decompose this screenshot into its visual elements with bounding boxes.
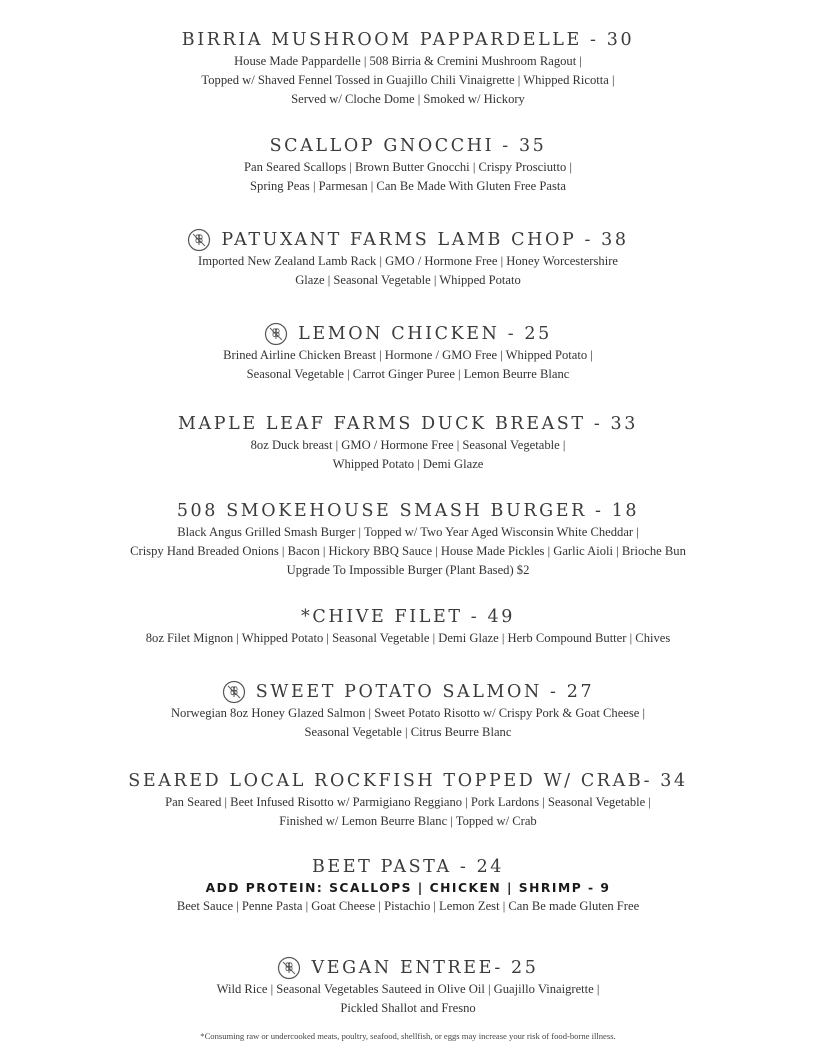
item-title-text: SEARED LOCAL ROCKFISH TOPPED W/ CRAB- 34 xyxy=(128,771,688,791)
gluten-free-icon xyxy=(264,322,288,346)
item-title-text: LEMON CHICKEN - 25 xyxy=(298,324,552,344)
menu-item-lemon-chicken xyxy=(0,322,816,384)
item-desc-line: Served w/ Cloche Dome | Smoked w/ Hickory xyxy=(291,91,525,106)
menu-item-rockfish xyxy=(0,769,816,831)
item-desc-line: Black Angus Grilled Smash Burger | Topped w/ Two Year Aged Wisconsin White Cheddar | xyxy=(177,525,639,539)
item-title xyxy=(0,855,816,879)
item-desc-line: House Made Pappardelle | 508 Birria & Cremini Mushroom Ragout | xyxy=(234,54,582,68)
gluten-free-icon xyxy=(277,956,301,980)
item-desc-line: Pan Seared Scallops | Brown Butter Gnocchi | Crispy Prosciutto | xyxy=(244,160,572,174)
item-title-text: SWEET POTATO SALMON - 27 xyxy=(255,682,595,702)
item-desc-line: 8oz Filet Mignon | Whipped Potato | Seasonal Vegetable | Demi Glaze | Herb Compound Butter | Chives xyxy=(145,631,671,645)
item-desc-line: Norwegian 8oz Honey Glazed Salmon | Sweet Potato Risotto w/ Crispy Pork & Goat Cheese | xyxy=(170,706,646,720)
item-desc-line: Topped w/ Shaved Fennel Tossed in Guajillo Chili Vinaigrette | Whipped Ricotta | xyxy=(201,72,615,87)
menu-item-chive-filet xyxy=(0,605,816,648)
item-title xyxy=(0,28,816,52)
menu-item-sweet-potato-salmon xyxy=(0,680,816,742)
item-desc-line: 8oz Duck breast | GMO / Hormone Free | Seasonal Vegetable | xyxy=(250,438,566,452)
item-title-text: BEET PASTA - 24 xyxy=(311,857,505,877)
menu-item-beet-pasta xyxy=(0,855,816,916)
item-title-text: PATUXANT FARMS LAMB CHOP - 38 xyxy=(221,230,629,250)
item-title-text: BIRRIA MUSHROOM PAPPARDELLE - 30 xyxy=(181,30,635,50)
item-desc-line: Finished w/ Lemon Beurre Blanc | Topped w/ Crab xyxy=(279,813,537,828)
item-desc-line: Pickled Shallot and Fresno xyxy=(340,1000,476,1015)
item-title xyxy=(0,134,816,158)
item-desc-line: Seasonal Vegetable | Citrus Beurre Blanc xyxy=(304,724,512,739)
item-title-text: VEGAN ENTREE- 25 xyxy=(311,958,539,978)
item-title xyxy=(0,680,816,704)
menu-item-duck-breast xyxy=(0,412,816,474)
menu-item-smash-burger xyxy=(0,499,816,579)
gluten-free-icon xyxy=(222,680,246,704)
item-desc-line: Seasonal Vegetable | Carrot Ginger Puree | Lemon Beurre Blanc xyxy=(246,366,570,381)
item-title xyxy=(0,499,816,523)
item-desc-line: Whipped Potato | Demi Glaze xyxy=(332,456,484,471)
item-title xyxy=(0,605,816,629)
item-desc-line: Upgrade To Impossible Burger (Plant Based) $2 xyxy=(286,562,530,577)
item-title xyxy=(0,956,816,980)
item-title-text: 508 SMOKEHOUSE SMASH BURGER - 18 xyxy=(176,501,640,521)
item-desc-line: Spring Peas | Parmesan | Can Be Made With Gluten Free Pasta xyxy=(250,178,566,193)
item-title xyxy=(0,322,816,346)
item-desc-line: Brined Airline Chicken Breast | Hormone / GMO Free | Whipped Potato | xyxy=(223,348,593,362)
item-title xyxy=(0,412,816,436)
item-title-text: MAPLE LEAF FARMS DUCK BREAST - 33 xyxy=(178,414,638,434)
menu-item-lamb-chop xyxy=(0,228,816,290)
item-desc-line: Glaze | Seasonal Vegetable | Whipped Potato xyxy=(295,272,521,287)
item-title-text: SCALLOP GNOCCHI - 35 xyxy=(269,136,547,156)
menu-item-birria xyxy=(0,28,816,108)
gluten-free-icon xyxy=(187,228,211,252)
menu-item-scallop-gnocchi xyxy=(0,134,816,196)
item-title xyxy=(0,228,816,252)
item-title xyxy=(0,769,816,793)
item-desc-line: Crispy Hand Breaded Onions | Bacon | Hickory BBQ Sauce | House Made Pickles | Garlic Aioli | Brioche Bun xyxy=(130,543,686,558)
item-desc-line: Wild Rice | Seasonal Vegetables Sauteed in Olive Oil | Guajillo Vinaigrette | xyxy=(216,982,600,996)
health-disclaimer: *Consuming raw or undercooked meats, poultry, seafood, shellfish, or eggs may increase your risk of food-borne illness. xyxy=(200,1031,616,1041)
item-desc-line: Imported New Zealand Lamb Rack | GMO / Hormone Free | Honey Worcestershire xyxy=(198,254,618,268)
add-protein-line: ADD PROTEIN: SCALLOPS | CHICKEN | SHRIMP - 9 xyxy=(205,881,611,895)
item-desc-line: Beet Sauce | Penne Pasta | Goat Cheese | Pistachio | Lemon Zest | Can Be made Gluten Free xyxy=(176,899,640,913)
item-title-text: *CHIVE FILET - 49 xyxy=(301,607,515,627)
menu-item-vegan-entree xyxy=(0,956,816,1018)
item-desc-line: Pan Seared | Beet Infused Risotto w/ Parmigiano Reggiano | Pork Lardons | Seasonal Vegetable | xyxy=(165,795,651,809)
